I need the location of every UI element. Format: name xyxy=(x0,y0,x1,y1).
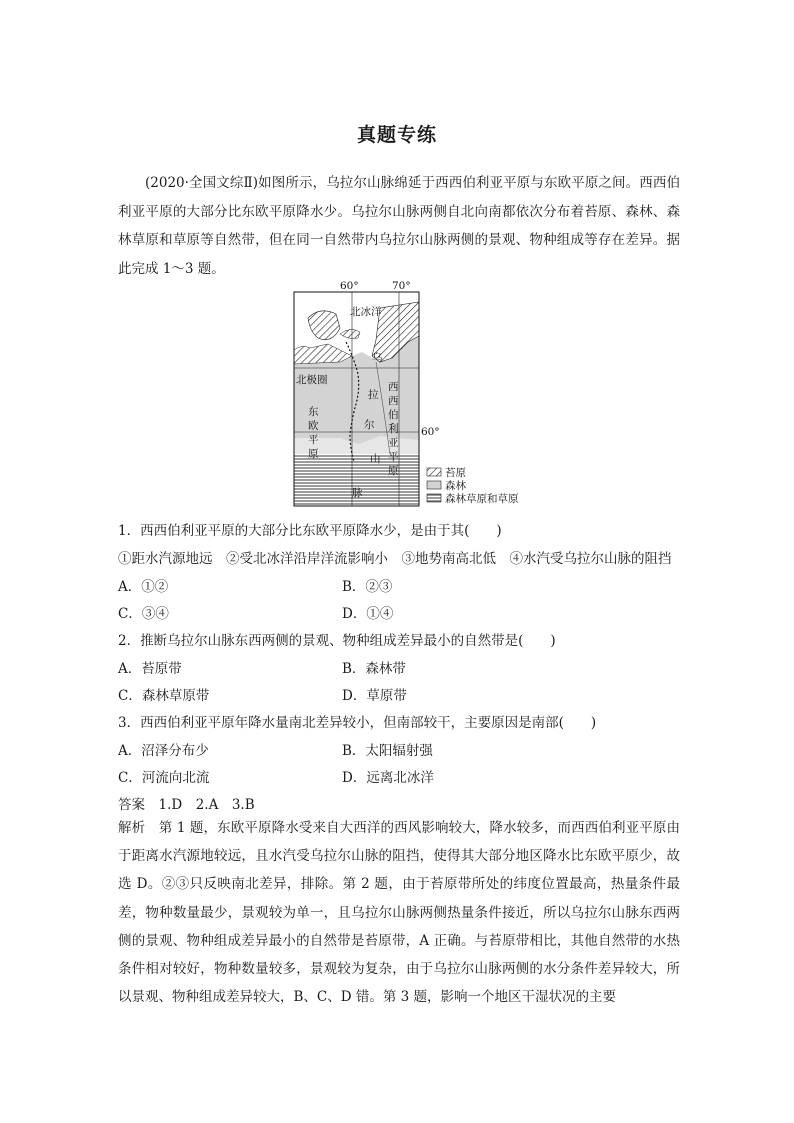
q2-option-c: C．森林草原带 xyxy=(118,688,210,704)
ural-map xyxy=(280,278,540,508)
label-wsib-7: 原 xyxy=(388,465,399,477)
label-east-europe-1: 东 xyxy=(308,406,319,418)
label-east-europe-3: 平 xyxy=(308,434,319,446)
label-lon60: 60° xyxy=(340,280,359,292)
q1-option-b: B．②③ xyxy=(342,579,393,595)
label-ural-3: 尔 xyxy=(364,419,375,431)
label-ural-4: 山 xyxy=(370,453,381,465)
label-ural-1: 乌 xyxy=(372,352,383,364)
q2-option-d: D．草原带 xyxy=(342,688,407,704)
legend-forest: 森林 xyxy=(445,480,466,492)
label-wsib-1: 西 xyxy=(388,381,399,393)
answer-line: 答案 1.D 2.A 3.B xyxy=(118,797,255,813)
q1-option-c: C．③④ xyxy=(118,606,169,622)
intro-paragraph: (2020·全国文综Ⅱ)如图所示，乌拉尔山脉绵延于西西伯利亚平原与东欧平原之间。西西伯利亚平原的大部分比东欧平原降水少。乌拉尔山脉两侧自北向南都依次分布着苔原、森林、森林草原和草原等自然带，但在同一自然带内乌拉尔山脉两侧的景观、物种组成等存在差异。据此完成 1～3 题。 xyxy=(118,175,680,277)
legend-steppe: 森林草原和草原 xyxy=(445,493,519,505)
label-east-europe-2: 欧 xyxy=(308,420,319,432)
legend-tundra: 苔原 xyxy=(445,467,466,479)
label-wsib-4: 利 xyxy=(388,423,399,435)
q1-option-a: A．①② xyxy=(118,579,169,595)
analysis-paragraph: 解析 第 1 题，东欧平原降水受来自大西洋的西风影响较大，降水较多，而西西伯利亚平原由于距离水汽源地较远，且水汽受乌拉尔山脉的阻挡，使得其大部分地区降水比东欧平原少，故选 D。②③只反映南北差异，排除。第 2 题，由于苔原带所处的纬度位置最高，热量条件最差，物种数量最少，景观较为单一，且乌拉尔山脉两侧热量条件接近，所以乌拉尔山脉东西两侧的景观、物种组成差异最小的自然带是苔原带，A 正确。与苔原带相比，其他自然带的水热条件相对较好，物种数量较多，景观较为复杂，由于乌拉尔山脉两侧的水分条件差异较大，所以景观、物种组成差异较大，B、C、D 错。第 3 题，影响一个地区干湿状况的主要 xyxy=(118,820,680,1006)
q2-option-b: B．森林带 xyxy=(342,661,406,677)
label-ural-2: 拉 xyxy=(368,389,379,401)
label-wsib-3: 伯 xyxy=(388,409,399,421)
label-wsib-5: 亚 xyxy=(388,437,399,449)
label-ural-5: 脉 xyxy=(352,487,363,499)
legend-swatch-steppe xyxy=(427,494,441,502)
label-wsib-2: 西 xyxy=(388,395,399,407)
label-east-europe-4: 原 xyxy=(308,448,319,460)
label-wsib-6: 平 xyxy=(388,451,399,463)
legend-swatch-forest xyxy=(427,481,441,489)
q1-statements: ①距水汽源地远 ②受北冰洋沿岸洋流影响小 ③地势南高北低 ④水汽受乌拉尔山脉的阻挡 xyxy=(118,551,672,567)
label-arctic-ocean: 北冰洋 xyxy=(350,306,382,318)
ural-map-figure xyxy=(280,278,540,508)
q3-option-c: C．河流向北流 xyxy=(118,770,210,786)
page-title: 真题专练 xyxy=(356,124,437,146)
q2-stem: 2．推断乌拉尔山脉东西两侧的景观、物种组成差异最小的自然带是( ) xyxy=(118,633,556,649)
label-arctic-circle: 北极圈 xyxy=(296,374,328,386)
q2-option-a: A．苔原带 xyxy=(118,661,182,677)
label-lon70: 70° xyxy=(392,280,411,292)
q3-option-b: B．太阳辐射强 xyxy=(342,743,433,759)
q1-option-d: D．①④ xyxy=(342,606,394,622)
label-lat60: 60° xyxy=(421,426,440,438)
q3-option-d: D．远离北冰洋 xyxy=(342,770,434,786)
q1-stem: 1．西西伯利亚平原的大部分比东欧平原降水少，是由于其( ) xyxy=(118,523,502,539)
q3-stem: 3．西西伯利亚平原年降水量南北差异较小，但南部较干，主要原因是南部( ) xyxy=(118,715,597,731)
q3-option-a: A．沼泽分布少 xyxy=(118,743,209,759)
legend-swatch-tundra xyxy=(427,468,441,476)
